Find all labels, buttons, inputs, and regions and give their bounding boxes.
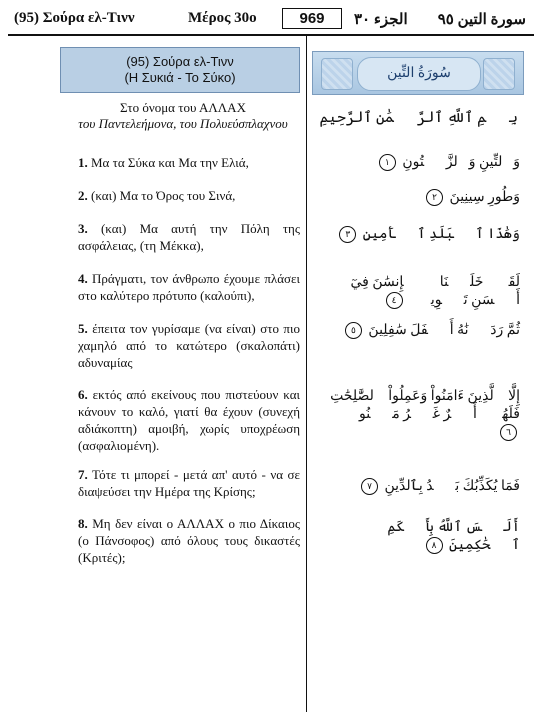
- verse-number-marker: ٤: [386, 292, 403, 309]
- basmala-line-2: του Παντελεήμονα, του Πολυεύσπλαχνου: [78, 116, 288, 131]
- arabic-surah-banner: [312, 51, 524, 95]
- arabic-verse-4: لَقَدۡ خَلَقۡنَا ٱلۡإِنسَٰنَ فِيٓ أَحۡسَنِ تَقۡوِيمٖ ٤: [350, 275, 520, 308]
- verse-number-marker: ٧: [361, 478, 378, 495]
- arabic-surah-name: سُورَةُ التِّين: [357, 57, 481, 91]
- header-divider: [8, 34, 534, 36]
- verse-number-marker: ٨: [426, 537, 443, 554]
- verse-8: 8. Μη δεν είναι ο ΑΛΛΑΧ ο πιο Δίκαιος (ο Πάνσοφος) από όλους τους δικαστές (Κριτές);: [78, 516, 301, 565]
- verse-number-marker: ١: [379, 154, 396, 171]
- arabic-verse-5: ثُمَّ رَدَدۡنَٰهُ أَسۡفَلَ سَٰفِلِينَ ٥: [316, 322, 520, 340]
- page-header: [14, 8, 526, 30]
- basmala-line-1: Στο όνομα του ΑΛΛΑΧ: [120, 100, 246, 115]
- column-divider: [306, 36, 307, 712]
- verse-4: 4. Πράγματι, τον άνθρωπο έχουμε πλάσει στο καλύτερο πρότυπο (καλούπι),: [78, 271, 300, 303]
- verse-5: 5. έπειτα τον γυρίσαμε (να είναι) στο πιο χαμηλό από το κατώτερο (σκαλοπάτι) αδυναμίας: [78, 321, 300, 370]
- arabic-verse-7: فَمَا يُكَذِّبُكَ بَعۡدُ بِٱلدِّينِ ٧: [316, 478, 520, 496]
- verse-number-marker: ٦: [500, 424, 517, 441]
- basmala-arabic: بِسۡمِ ٱللَّهِ ٱلرَّحۡمَٰنِ ٱلرَّحِيمِ: [319, 110, 518, 126]
- verse-6: 6. εκτός από εκείνους που πιστεύουν και κάνουν το καλό, γιατί θα έχουν (συνεχή αδιάκοπτη) αμοιβή, χωρίς υποχρέωση (ασφαλιομένη).: [78, 387, 301, 453]
- verse-number-marker: ٥: [345, 322, 362, 339]
- ornament-left: [321, 58, 353, 90]
- verse-3: 3. (και) Μα αυτή την Πόλη της ασφάλειας, (τη Μέκκα),: [78, 221, 301, 253]
- arabic-verse-1: وَٱلتِّينِ وَٱلزَّيۡتُونِ ١: [316, 154, 520, 172]
- verse-number-marker: ٣: [339, 226, 356, 243]
- surah-title: (95) Σούρα ελ-Τινν: [126, 54, 234, 69]
- header-part: Μέρος 30ο: [188, 10, 257, 26]
- arabic-verse-6: إِلَّا ٱلَّذِينَ ءَامَنُواْ وَعَمِلُواْ ٱلصَّٰلِحَٰتِ فَلَهُمۡ أَجۡرٌ غَيۡرُ مَمۡنُونٖ ٦: [316, 388, 520, 442]
- basmala-greek: [60, 100, 306, 132]
- verse-1: 1. Μα τα Σύκα και Μα την Ελιά,: [78, 155, 249, 170]
- arabic-verse-8: أَلَيۡسَ ٱللَّهُ بِأَحۡكَمِ ٱلۡحَٰكِمِينَ ٨: [387, 520, 520, 553]
- header-surah-greek: (95) Σούρα ελ-Τινν: [14, 10, 135, 26]
- surah-subtitle: (Η Συκιά - Το Σύκο): [124, 70, 236, 85]
- ornament-right: [483, 58, 515, 90]
- header-surah-arabic: سورة التين ٩٥: [437, 12, 526, 28]
- verse-2: 2. (και) Μα το Όρος του Σινά,: [78, 188, 236, 203]
- page-number: 969: [282, 8, 342, 29]
- verse-number-marker: ٢: [426, 189, 443, 206]
- header-juz-arabic: الجزء ٣٠: [354, 12, 408, 28]
- arabic-verse-2: وَطُورِ سِينِينَ ٢: [316, 189, 520, 207]
- verse-7: 7. Τότε τι μπορεί - μετά απ' αυτό - να σε διαψεύσει την Ημέρα της Κρίσης;: [78, 467, 300, 499]
- arabic-verse-3: وَهَٰذَا ٱلۡبَلَدِ ٱلۡأَمِينِ ٣: [316, 226, 520, 244]
- surah-title-box: [60, 47, 300, 93]
